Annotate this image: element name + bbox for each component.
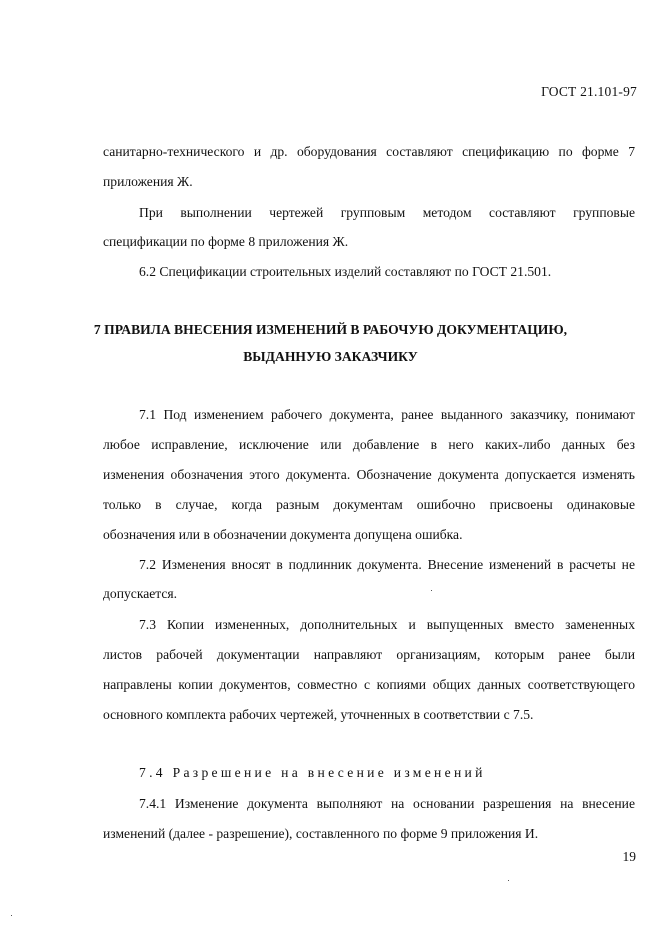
paragraph-line: санитарно-технического и др. оборудования составляют спецификацию по форме 7	[103, 144, 635, 159]
subsection-7-4-title: 7.4 Разрешение на внесение изменений	[139, 765, 486, 780]
clause-7-1-line: изменения обозначения этого документа. Обозначение документа допускается изменять	[103, 467, 635, 482]
section-7-heading-line1: 7 ПРАВИЛА ВНЕСЕНИЯ ИЗМЕНЕНИЙ В РАБОЧУЮ ДОКУМЕНТАЦИЮ,	[93, 322, 568, 337]
scan-speck	[11, 915, 12, 916]
clause-7-3-line: 7.3 Копии измененных, дополнительных и выпущенных вместо замененных	[139, 617, 635, 632]
clause-7-1-line: обозначения или в обозначении документа допущена ошибка.	[103, 527, 463, 542]
clause-7-1-line: только в случае, когда разным документам ошибочно присвоены одинаковые	[103, 497, 635, 512]
clause-7-2-line: 7.2 Изменения вносят в подлинник документа. Внесение изменений в расчеты не	[139, 557, 635, 572]
clause-7-4-1-line: 7.4.1 Изменение документа выполняют на основании разрешения на внесение	[139, 796, 635, 811]
scan-speck	[431, 590, 432, 591]
paragraph-line: спецификации по форме 8 приложения Ж.	[103, 234, 349, 249]
clause-7-3-line: листов рабочей документации направляют организациям, которым ранее были	[103, 647, 635, 662]
clause-7-1-line: 7.1 Под изменением рабочего документа, ранее выданного заказчику, понимают	[139, 407, 635, 422]
clause-7-3-line: основного комплекта рабочих чертежей, уточненных в соответствии с 7.5.	[103, 707, 534, 722]
page-number: 19	[622, 849, 636, 864]
clause-7-3-line: направлены копии документов, совместно с копиями общих данных соответствующего	[103, 677, 635, 692]
scan-speck	[508, 880, 509, 881]
clause-7-2-line: допускается.	[103, 586, 178, 601]
paragraph-line: приложения Ж.	[103, 174, 193, 189]
paragraph-line: При выполнении чертежей групповым методом составляют групповые	[139, 205, 635, 220]
clause-7-4-1-line: изменений (далее - разрешение), составленного по форме 9 приложения И.	[103, 826, 539, 841]
section-7-heading-line2: ВЫДАННУЮ ЗАКАЗЧИКУ	[243, 349, 418, 364]
document-code-header: ГОСТ 21.101-97	[541, 84, 637, 99]
clause-7-1-line: любое исправление, исключение или добавление в него каких-либо данных без	[103, 437, 635, 452]
clause-6-2: 6.2 Спецификации строительных изделий составляют по ГОСТ 21.501.	[139, 264, 552, 279]
